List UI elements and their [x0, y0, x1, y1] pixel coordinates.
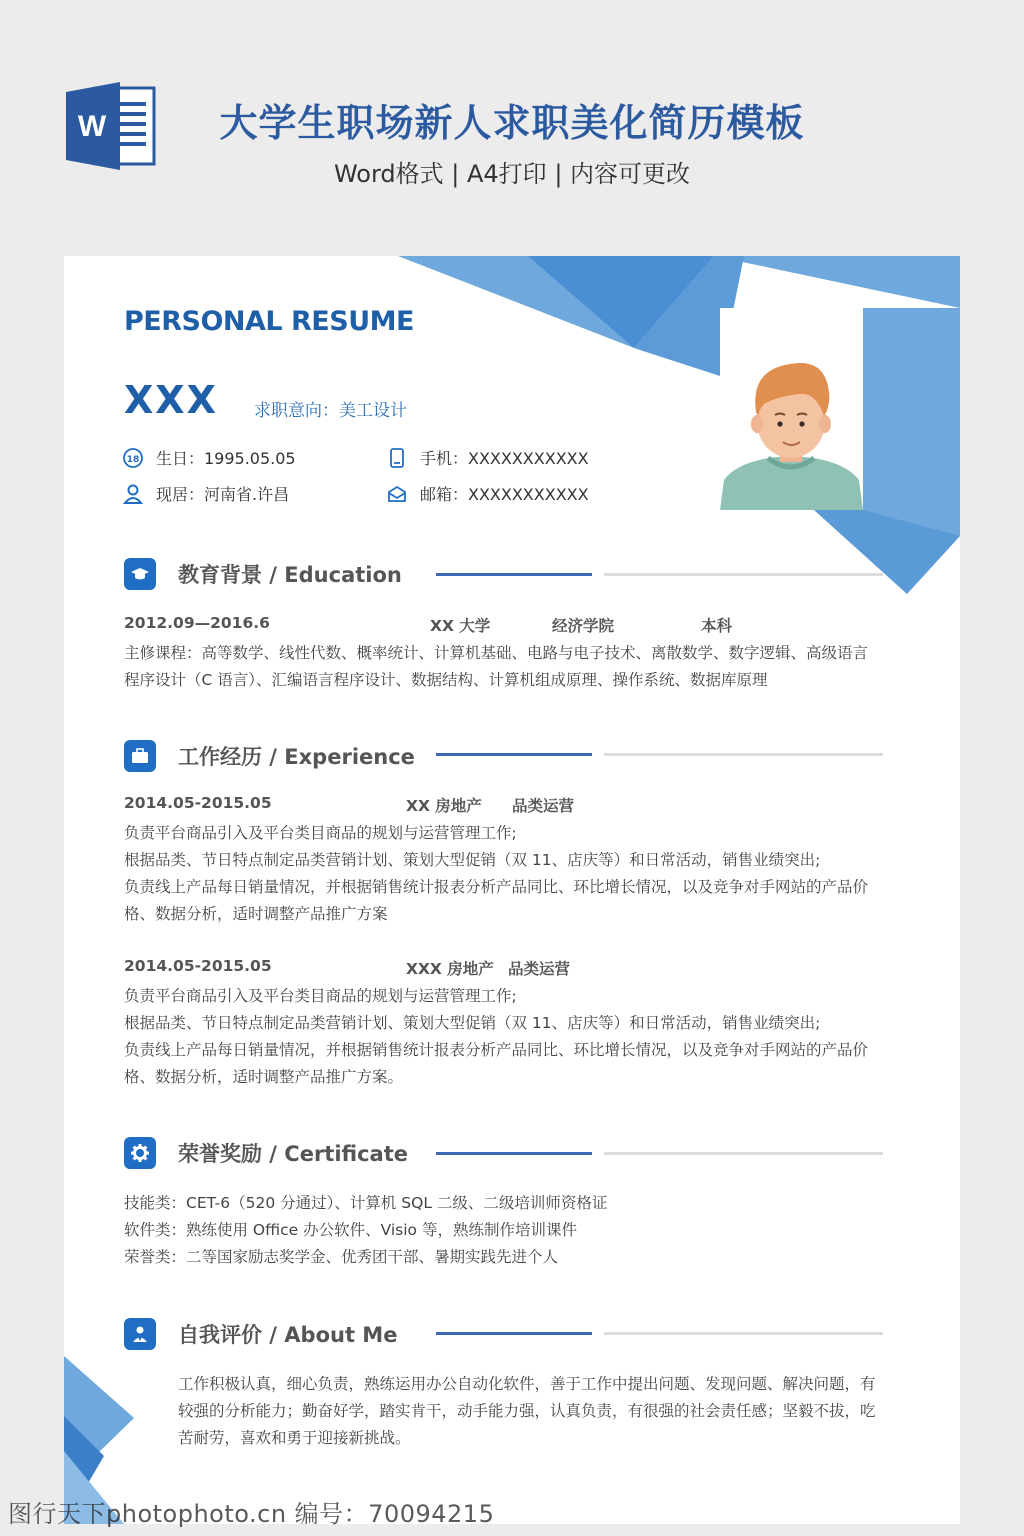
section-divider: [604, 573, 883, 576]
svg-text:18: 18: [126, 454, 140, 465]
about-title: 自我评价 / About Me: [178, 1323, 398, 1347]
experience-title: 工作经历 / Experience: [178, 745, 415, 769]
residence-row: [122, 482, 289, 505]
certificate-line: 技能类：CET-6（520 分通过）、计算机 SQL 二级、二级培训师资格证: [124, 1194, 608, 1212]
resume-paper: [64, 256, 960, 1524]
residence-text: 现居：河南省.许昌: [156, 485, 290, 504]
certificate-header: [124, 1137, 408, 1169]
certificate-title: 荣誉奖励 / Certificate: [178, 1142, 409, 1166]
job-desc-line: 根据品类、节日特点制定品类营销计划、策划大型促销（双 11、店庆等）和日常活动，销售业绩突出;: [124, 1014, 821, 1032]
watermark-text: 图行天下photophoto.cn 编号：70094215: [8, 1500, 495, 1528]
about-line: 工作积极认真，细心负责，熟练运用办公自动化软件，善于工作中提出问题、发现问题、解决问题，有: [178, 1375, 876, 1393]
job-company: XX 房地产: [406, 797, 482, 815]
mail-icon: [386, 483, 408, 505]
birthday-18-icon: [122, 447, 144, 469]
profile-photo: [720, 308, 863, 510]
job-desc-line: 负责平台商品引入及平台类目商品的规划与运营管理工作;: [124, 987, 517, 1005]
about-line: 较强的分析能力；勤奋好学，踏实肯干，动手能力强，认真负责，有很强的社会责任感；坚毅不拔，吃: [178, 1402, 876, 1420]
certificate-line: 荣誉类：二等国家励志奖学金、优秀团干部、暑期实践先进个人: [124, 1248, 559, 1266]
section-divider: [604, 1152, 883, 1155]
job-intent: 求职意向：美工设计: [254, 401, 407, 421]
graduation-cap-icon: [124, 558, 156, 590]
avatar-illustration: [720, 308, 863, 510]
job-role: 品类运营: [508, 960, 571, 978]
birth-row: [122, 446, 296, 469]
phone-icon: [386, 447, 408, 469]
personal-resume-title: PERSONAL RESUME: [124, 306, 414, 337]
location-user-icon: [122, 483, 144, 505]
education-title: 教育背景 / Education: [178, 563, 402, 587]
section-divider: [604, 1332, 883, 1335]
email-row: [386, 482, 589, 505]
job-period: 2014.05-2015.05: [124, 794, 272, 812]
section-divider-accent: [436, 573, 592, 576]
job-role: 品类运营: [512, 797, 575, 815]
section-divider: [604, 753, 883, 756]
section-divider-accent: [436, 1152, 592, 1155]
briefcase-icon: [124, 740, 156, 772]
about-line: 苦耐劳，喜欢和勇于迎接新挑战。: [178, 1429, 411, 1447]
about-header: [124, 1318, 397, 1350]
job-company: XXX 房地产: [406, 960, 494, 978]
candidate-name: XXX: [124, 378, 218, 422]
job-desc-line: 负责平台商品引入及平台类目商品的规划与运营管理工作;: [124, 824, 517, 842]
job-desc-line: 格、数据分析，适时调整产品推广方案。: [124, 1068, 404, 1086]
svg-text:W: W: [77, 110, 107, 143]
email-text: 邮箱：XXXXXXXXXXX: [420, 485, 589, 504]
education-period: 2012.09—2016.6: [124, 614, 270, 632]
education-courses-line: 主修课程：高等数学、线性代数、概率统计、计算机基础、电路与电子技术、离散数学、数字逻辑、高级语言: [124, 644, 869, 662]
phone-text: 手机：XXXXXXXXXXX: [420, 449, 589, 468]
job-period: 2014.05-2015.05: [124, 957, 272, 975]
birth-text: 生日：1995.05.05: [156, 449, 296, 468]
job-desc-line: 负责线上产品每日销量情况，并根据销售统计报表分析产品同比、环比增长情况，以及竞争对手网站的产品价: [124, 878, 869, 896]
job-desc-line: 负责线上产品每日销量情况，并根据销售统计报表分析产品同比、环比增长情况，以及竞争对手网站的产品价: [124, 1041, 869, 1059]
phone-row: [386, 446, 589, 469]
education-college: 经济学院: [552, 617, 615, 635]
section-divider-accent: [436, 1332, 592, 1335]
job-desc-line: 根据品类、节日特点制定品类营销计划、策划大型促销（双 11、店庆等）和日常活动，销售业绩突出;: [124, 851, 821, 869]
education-header: [124, 558, 402, 590]
certificate-line: 软件类：熟练使用 Office 办公软件、Visio 等，熟练制作培训课件: [124, 1221, 577, 1239]
section-divider-accent: [436, 753, 592, 756]
education-degree: 本科: [701, 617, 733, 635]
experience-header: [124, 740, 415, 772]
person-tie-icon: [124, 1318, 156, 1350]
banner-subtitle: Word格式 | A4打印 | 内容可更改: [333, 160, 691, 188]
job-desc-line: 格、数据分析，适时调整产品推广方案: [124, 905, 388, 923]
education-courses-line: 程序设计（C 语言）、汇编语言程序设计、数据结构、计算机组成原理、操作系统、数据库原理: [124, 671, 768, 689]
banner-title: 大学生职场新人求职美化简历模板: [219, 101, 805, 145]
gear-icon: [124, 1137, 156, 1169]
education-school: XX 大学: [430, 617, 491, 635]
